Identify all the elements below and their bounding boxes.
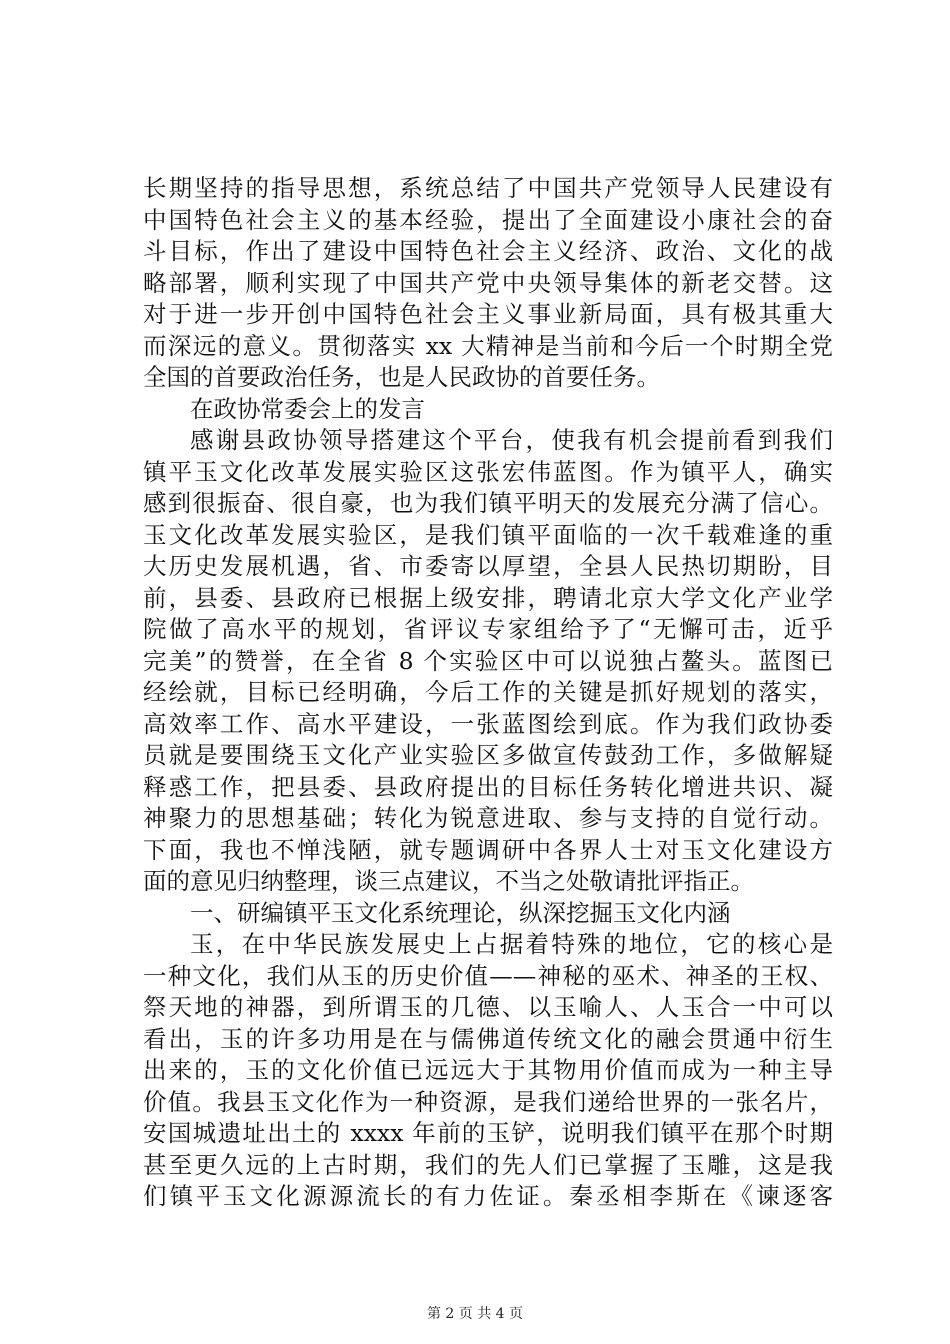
text-line: 感到很振奋、很自豪，也为我们镇平明天的发展充分满了信心。	[143, 489, 833, 517]
text-line: 价值。我县玉文化作为一种资源，是我们递给世界的一张名片，	[143, 1087, 833, 1116]
text-line: 释惑工作，把县委、县政府提出的目标任务转化增进共识、凝	[143, 772, 833, 801]
text-line: 对于进一步开创中国特色社会主义事业新局面，具有极其重大	[143, 300, 833, 328]
text-line: 在政协常委会上的发言	[190, 394, 425, 423]
text-line: 全国的首要政治任务，也是人民政协的首要任务。	[143, 363, 660, 391]
text-line: 安国城遗址出土的 xxxx 年前的玉铲，说明我们镇平在那个时期	[143, 1119, 833, 1147]
text-line: 高效率工作、高水平建设，一张蓝图绘到底。作为我们政协委	[143, 709, 833, 738]
text-line: 镇平玉文化改革发展实验区这张宏伟蓝图。作为镇平人，确实	[143, 457, 833, 486]
document-body	[143, 173, 833, 1213]
text-line: 大历史发展机遇，省、市委寄以厚望，全县人民热切期盼，目	[143, 552, 833, 580]
text-line: 祭天地的神器，到所谓玉的几德、以玉喻人、人玉合一中可以	[143, 993, 833, 1021]
text-line: 略部署，顺利实现了中国共产党中央领导集体的新老交替。这	[143, 268, 833, 297]
text-line: 下面，我也不惮浅陋，就专题调研中各界人士对玉文化建设方	[143, 835, 833, 864]
text-line: 神聚力的思想基础；转化为锐意进取、参与支持的自觉行动。	[143, 804, 833, 832]
text-line: 一种文化，我们从玉的历史价值——神秘的巫术、神圣的王权、	[143, 961, 833, 990]
text-line: 们镇平玉文化源源流长的有力佐证。秦丞相李斯在《谏逐客	[143, 1182, 833, 1210]
text-line: 员就是要围绕玉文化产业实验区多做宣传鼓劲工作，多做解疑	[143, 741, 833, 769]
text-line: 感谢县政协领导搭建这个平台，使我有机会提前看到我们	[190, 426, 833, 454]
text-line: 经绘就，目标已经明确，今后工作的关键是抓好规划的落实，	[143, 678, 833, 706]
text-line: 面的意见归纳整理，谈三点建议，不当之处敬请批评指正。	[143, 867, 754, 895]
text-line: 甚至更久远的上古时期，我们的先人们已掌握了玉雕，这是我	[143, 1150, 833, 1179]
text-line: 中国特色社会主义的基本经验，提出了全面建设小康社会的奋	[143, 205, 833, 234]
text-line: 出来的，玉的文化价值已远远大于其物用价值而成为一种主导	[143, 1056, 833, 1084]
text-line: 前，县委、县政府已根据上级安排，聘请北京大学文化产业学	[143, 583, 833, 612]
text-line: 长期坚持的指导思想，系统总结了中国共产党领导人民建设有	[143, 174, 833, 202]
text-line: 斗目标，作出了建设中国特色社会主义经济、政治、文化的战	[143, 237, 833, 265]
text-line: 玉文化改革发展实验区，是我们镇平面临的一次千载难逢的重	[143, 520, 833, 549]
text-line: 完美”的赞誉，在全省 8 个实验区中可以说独占鳌头。蓝图已	[143, 646, 833, 675]
text-line: 院做了高水平的规划，省评议专家组给予了“无懈可击，近乎	[143, 615, 833, 643]
page-footer: 第 2 页 共 4 页	[426, 1306, 524, 1322]
text-line: 玉，在中华民族发展史上占据着特殊的地位，它的核心是	[190, 930, 833, 958]
text-line: 看出，玉的许多功用是在与儒佛道传统文化的融会贯通中衍生	[143, 1024, 833, 1053]
text-line: 而深远的意义。贯彻落实 xx 大精神是当前和今后一个时期全党	[143, 331, 833, 360]
text-line: 一、研编镇平玉文化系统理论，纵深挖掘玉文化内涵	[190, 898, 731, 927]
